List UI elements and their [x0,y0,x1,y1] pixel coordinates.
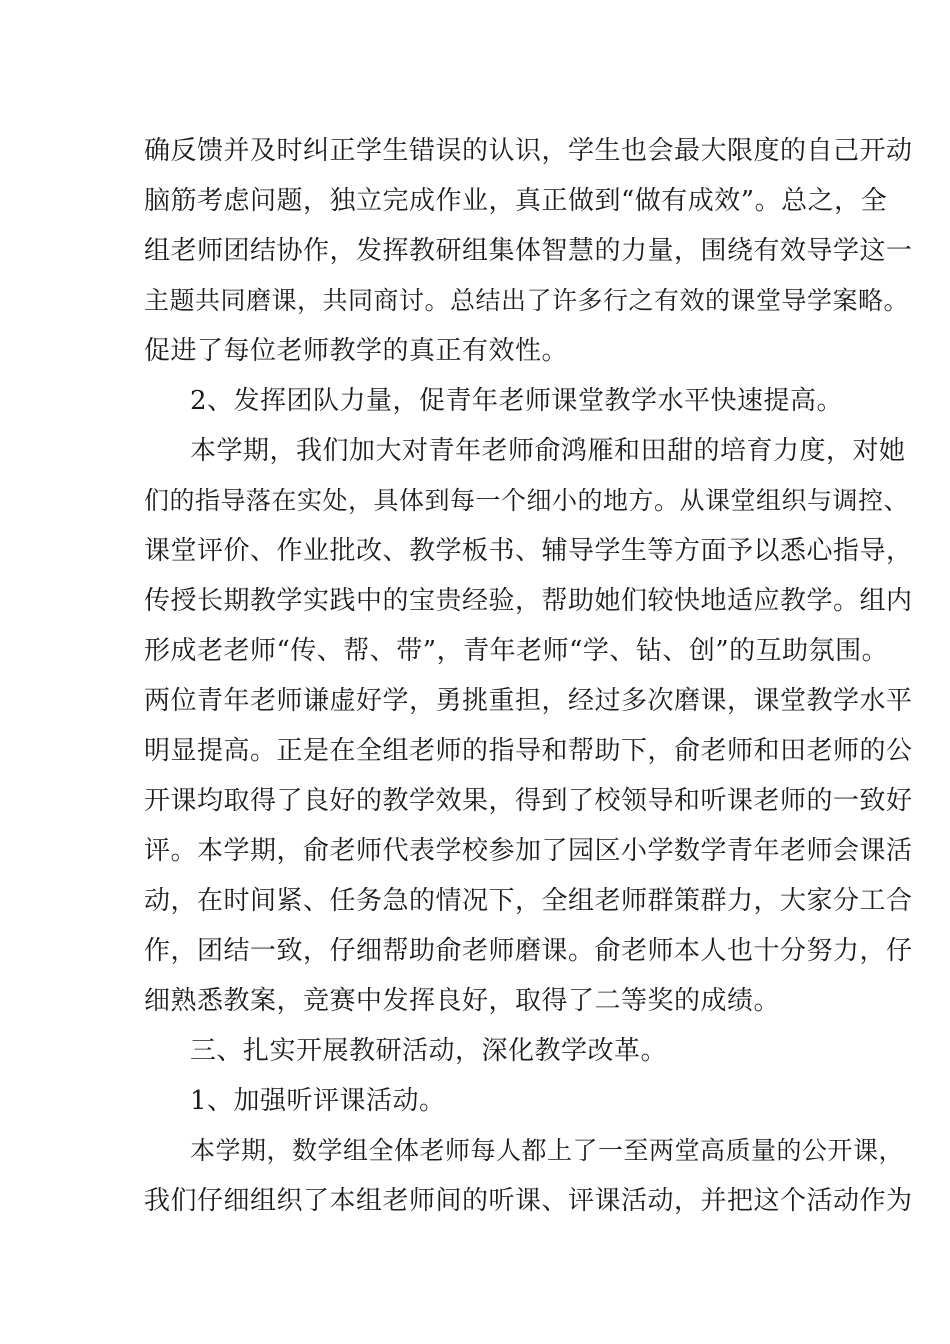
text-line: 本学期，我们加大对青年老师俞鸿雁和田甜的培育力度，对她 [190,436,906,466]
text-line: 作，团结一致，仔细帮助俞老师磨课。俞老师本人也十分努力，仔 [144,936,913,966]
text-line: 脑筋考虑问题，独立完成作业，真正做到“做有成效”。总之，全 [144,186,888,216]
text-line: 形成老老师“传、帮、带”，青年老师“学、钻、创”的互助氛围。 [144,636,889,666]
text-line: 课堂评价、作业批改、教学板书、辅导学生等方面予以悉心指导， [144,536,913,566]
subsection-heading: 1、加强听评课活动。 [190,1086,446,1116]
text-line: 们的指导落在实处，具体到每一个细小的地方。从课堂组织与调控、 [144,486,910,515]
text-line: 组老师团结协作，发挥教研组集体智慧的力量，围绕有效导学这一 [144,236,913,266]
text-line: 两位青年老师谦虚好学，勇挑重担，经过多次磨课，课堂教学水平 [144,686,913,716]
text-line: 明显提高。正是在全组老师的指导和帮助下，俞老师和田老师的公 [144,736,913,766]
text-line: 主题共同磨课，共同商讨。总结出了许多行之有效的课堂导学案略。 [144,286,910,315]
text-line: 促进了每位老师教学的真正有效性。 [144,336,569,366]
text-line: 评。本学期，俞老师代表学校参加了园区小学数学青年老师会课活 [144,836,913,866]
section-heading: 三、扎实开展教研活动，深化教学改革。 [190,1036,668,1066]
text-line: 传授长期教学实践中的宝贵经验，帮助她们较快地适应教学。组内 [144,586,913,616]
text-line: 细熟悉教案，竞赛中发挥良好，取得了二等奖的成绩。 [144,986,781,1016]
text-line: 本学期，数学组全体老师每人都上了一至两堂高质量的公开课， [190,1136,905,1165]
text-line: 动，在时间紧、任务急的情况下，全组老师群策群力，大家分工合 [144,886,913,916]
text-line: 我们仔细组织了本组老师间的听课、评课活动，并把这个活动作为 [144,1186,913,1216]
text-line: 开课均取得了良好的教学效果，得到了校领导和听课老师的一致好 [144,786,913,816]
section-heading: 2、发挥团队力量，促青年老师课堂教学水平快速提高。 [190,386,844,416]
text-line: 确反馈并及时纠正学生错误的认识，学生也会最大限度的自己开动 [144,136,913,166]
